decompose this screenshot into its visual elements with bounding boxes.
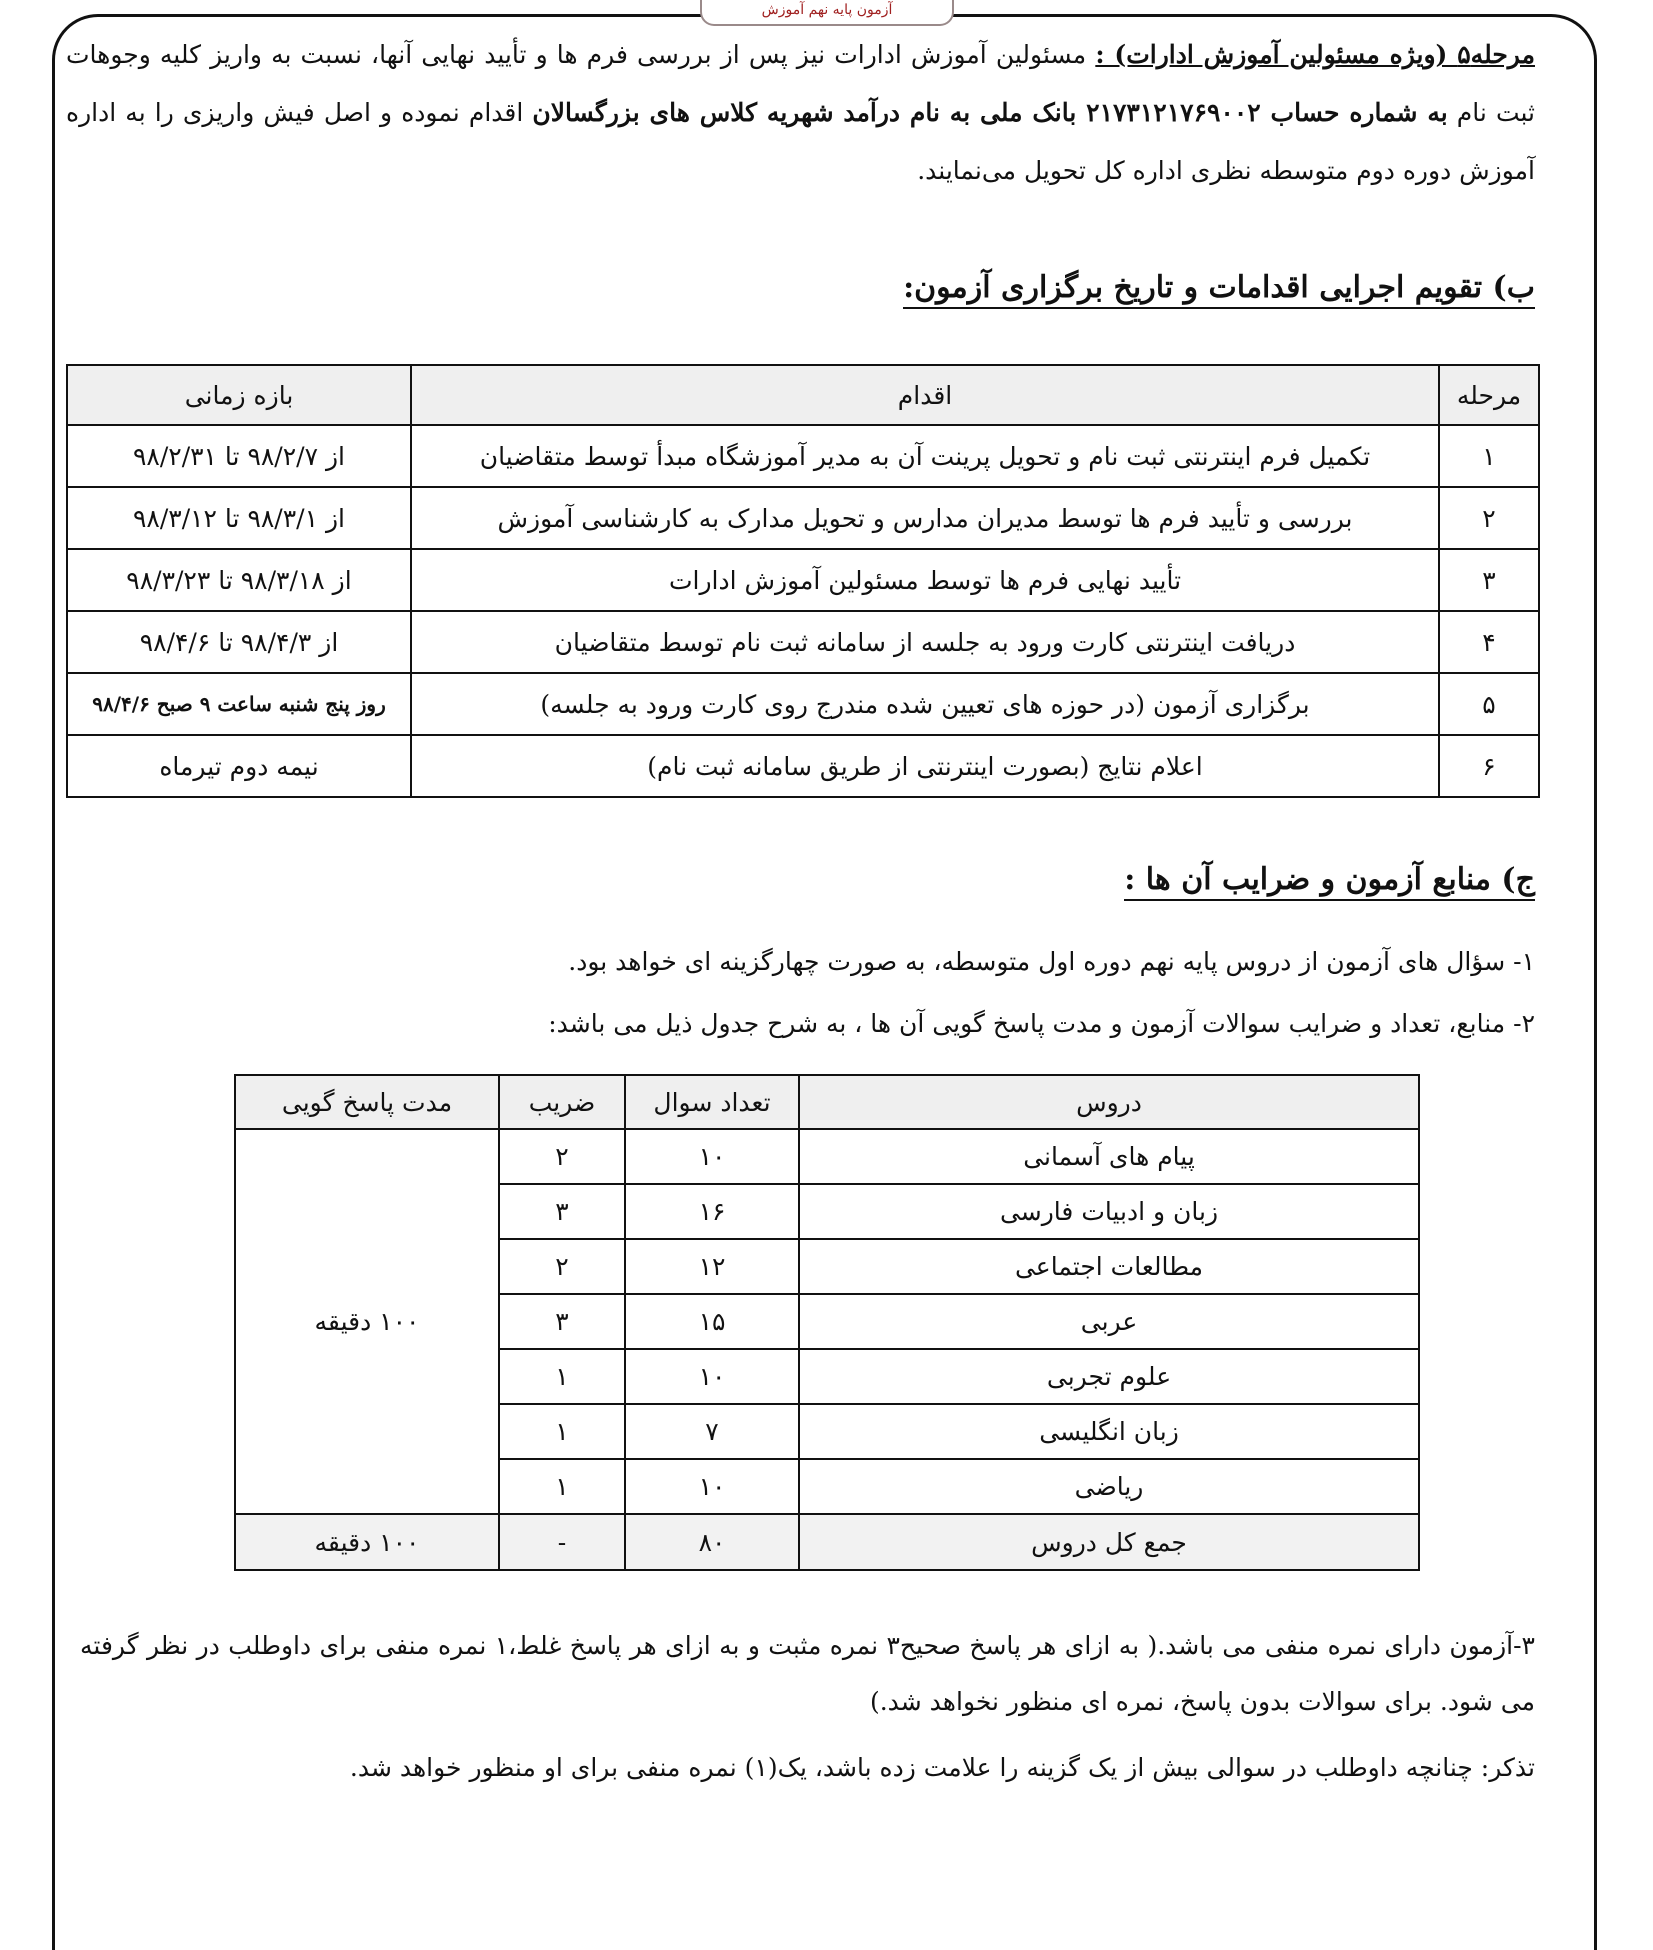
table-row: [67, 735, 1539, 797]
stage-cell: ۲: [1439, 487, 1539, 549]
count-cell: ۱۰: [625, 1459, 799, 1514]
col-subject: دروس: [799, 1075, 1419, 1129]
table-row: [235, 1129, 1419, 1184]
section-c-note: تذکر: چنانچه داوطلب در سوالی بیش از یک گزینه را علامت زده باشد، یک(۱) نمره منفی برای او منظور خواهد شد.: [349, 1753, 1535, 1782]
stage-cell: ۳: [1439, 549, 1539, 611]
coef-cell: ۲: [499, 1129, 625, 1184]
header-ornament: [700, 0, 954, 26]
resources-header-row: [235, 1075, 1419, 1129]
table-row: [67, 425, 1539, 487]
stage-cell: ۵: [1439, 673, 1539, 735]
count-cell: ۱۵: [625, 1294, 799, 1349]
period-cell: نیمه دوم تیرماه: [67, 735, 411, 797]
total-duration-cell: ۱۰۰ دقیقه: [235, 1514, 499, 1570]
section-b-heading: ب) تقویم اجرایی اقدامات و تاریخ برگزاری آزمون:: [903, 270, 1535, 309]
coef-cell: ۱: [499, 1349, 625, 1404]
coef-cell: ۳: [499, 1294, 625, 1349]
col-coef: ضریب: [499, 1075, 625, 1129]
table-row: [67, 673, 1539, 735]
stage5-paragraph: [66, 26, 1535, 200]
ornament-text: آزمون پایه نهم آموزش: [761, 2, 893, 18]
action-cell: اعلام نتایج (بصورت اینترنتی از طریق سامانه ثبت نام): [411, 735, 1439, 797]
col-duration: مدت پاسخ گویی: [235, 1075, 499, 1129]
coef-cell: ۱: [499, 1459, 625, 1514]
stage5-account: به شماره حساب ۲۱۷۳۱۲۱۷۶۹۰۰۲ بانک ملی به نام درآمد شهریه کلاس های بزرگسالان: [532, 98, 1448, 127]
total-count-cell: ۸۰: [625, 1514, 799, 1570]
action-cell: تأیید نهایی فرم ها توسط مسئولین آموزش ادارات: [411, 549, 1439, 611]
stage5-text1: مسئولین آموزش ادارات نیز پس از بررسی فرم ها و تأیید نهایی آنها، نسبت به واریز کلیه وجوهات ثبت نام: [66, 40, 1536, 127]
total-coef-cell: -: [499, 1514, 625, 1570]
stage-cell: ۱: [1439, 425, 1539, 487]
count-cell: ۱۰: [625, 1349, 799, 1404]
col-count: تعداد سوال: [625, 1075, 799, 1129]
section-c-item-3: ۳-آزمون دارای نمره منفی می باشد.( به ازای هر پاسخ صحیح۳ نمره مثبت و به ازای هر پاسخ غلط،۱ نمره منفی برای داوطلب در نظر گرفته می شود. برای سوالات بدون پاسخ، نمره ای منظور نخواهد شد.): [80, 1631, 1535, 1716]
duration-cell: ۱۰۰ دقیقه: [235, 1129, 499, 1514]
period-cell: از ۹۸/۴/۳ تا ۹۸/۴/۶: [67, 611, 411, 673]
stage-cell: ۴: [1439, 611, 1539, 673]
stage-cell: ۶: [1439, 735, 1539, 797]
total-subject-cell: جمع کل دروس: [799, 1514, 1419, 1570]
action-cell: بررسی و تأیید فرم ها توسط مدیران مدارس و تحویل مدارک به کارشناسی آموزش: [411, 487, 1439, 549]
calendar-table: [66, 364, 1540, 798]
section-c-item-1: ۱- سؤال های آزمون از دروس پایه نهم دوره اول متوسطه، به صورت چهارگزینه ای خواهد بود.: [568, 947, 1535, 976]
coef-cell: ۲: [499, 1239, 625, 1294]
period-cell: از ۹۸/۳/۱ تا ۹۸/۳/۱۲: [67, 487, 411, 549]
count-cell: ۱۲: [625, 1239, 799, 1294]
subject-cell: علوم تجربی: [799, 1349, 1419, 1404]
period-cell: روز پنج شنبه ساعت ۹ صبح ۹۸/۴/۶: [67, 673, 411, 735]
count-cell: ۷: [625, 1404, 799, 1459]
subject-cell: زبان انگلیسی: [799, 1404, 1419, 1459]
period-cell: از ۹۸/۳/۱۸ تا ۹۸/۳/۲۳: [67, 549, 411, 611]
resources-table: [234, 1074, 1420, 1571]
subject-cell: ریاضی: [799, 1459, 1419, 1514]
subject-cell: عربی: [799, 1294, 1419, 1349]
calendar-header-row: [67, 365, 1539, 425]
col-action: اقدام: [411, 365, 1439, 425]
coef-cell: ۳: [499, 1184, 625, 1239]
period-cell: از ۹۸/۲/۷ تا ۹۸/۲/۳۱: [67, 425, 411, 487]
subject-cell: مطالعات اجتماعی: [799, 1239, 1419, 1294]
col-period: بازه زمانی: [67, 365, 411, 425]
table-row: [67, 549, 1539, 611]
section-c-heading: ج) منابع آزمون و ضرایب آن ها :: [1124, 862, 1535, 901]
col-stage: مرحله: [1439, 365, 1539, 425]
section-c-item-2: ۲- منابع، تعداد و ضرایب سوالات آزمون و مدت پاسخ گویی آن ها ، به شرح جدول ذیل می باشد:: [548, 1009, 1535, 1038]
count-cell: ۱۰: [625, 1129, 799, 1184]
action-cell: تکمیل فرم اینترنتی ثبت نام و تحویل پرینت آن به مدیر آموزشگاه مبدأ توسط متقاضیان: [411, 425, 1439, 487]
coef-cell: ۱: [499, 1404, 625, 1459]
total-row: [235, 1514, 1419, 1570]
table-row: [67, 611, 1539, 673]
subject-cell: پیام های آسمانی: [799, 1129, 1419, 1184]
action-cell: دریافت اینترنتی کارت ورود به جلسه از سامانه ثبت نام توسط متقاضیان: [411, 611, 1439, 673]
action-cell: برگزاری آزمون (در حوزه های تعیین شده مندرج روی کارت ورود به جلسه): [411, 673, 1439, 735]
stage5-text2: اقدام نموده و اصل فیش واریزی را به اداره آموزش دوره دوم متوسطه نظری اداره کل تحویل می‌نمایند.: [66, 98, 1535, 185]
subject-cell: زبان و ادبیات فارسی: [799, 1184, 1419, 1239]
stage5-label: مرحله۵ (ویژه مسئولین آموزش ادارات) :: [1095, 40, 1535, 69]
table-row: [67, 487, 1539, 549]
count-cell: ۱۶: [625, 1184, 799, 1239]
